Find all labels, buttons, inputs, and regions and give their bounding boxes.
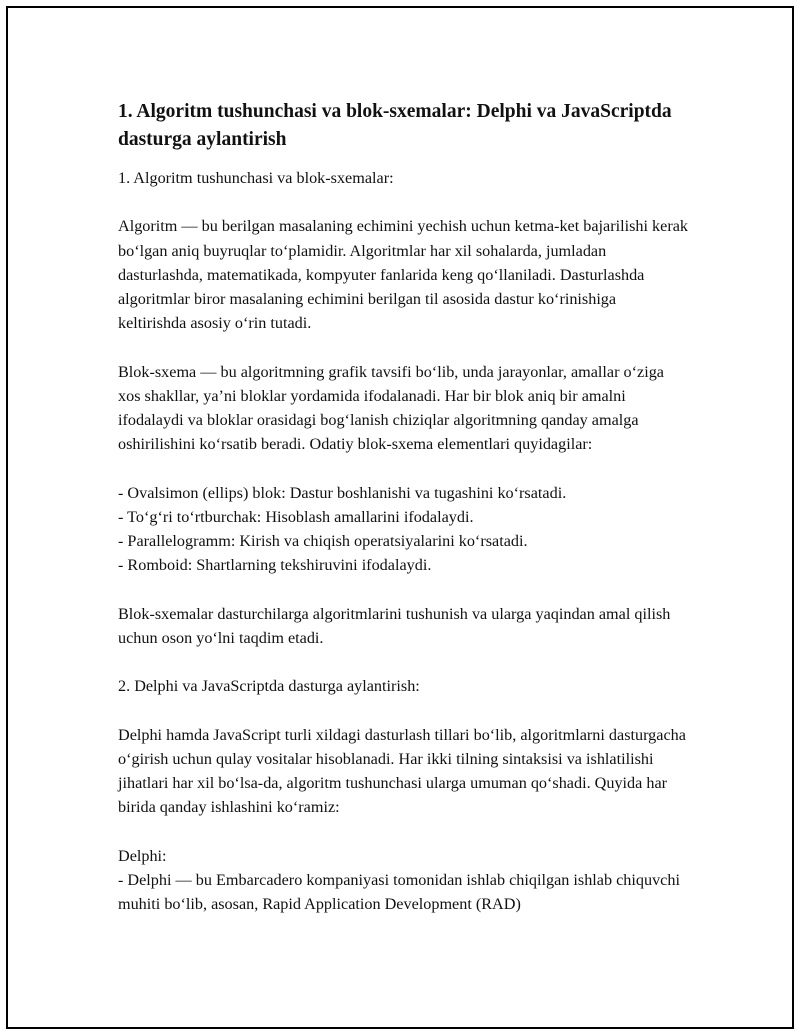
block-scheme-paragraph: Blok-sxema — bu algoritmning grafik tavsifi bo‘lib, unda jarayonlar, amallar o‘ziga xos shakllar, ya’ni bloklar yordamida ifodalanadi. Har bir blok aniq bir amalni ifodalaydi va bloklar orasidagi bog‘lanish chiziqlar algoritmning qanday amalga oshirilishini ko‘rsatib beradi. Odatiy blok-sxema elementlari quyidagilar: bbox=[118, 362, 664, 454]
list-item: - Ovalsimon (ellips) blok: Dastur boshlanishi va tugashini ko‘rsatadi. bbox=[118, 483, 567, 502]
list-item: - Romboid: Shartlarning tekshiruvini ifodalaydi. bbox=[118, 556, 432, 575]
list-item: - To‘g‘ri to‘rtburchak: Hisoblash amallarini ifodalaydi. bbox=[118, 507, 474, 526]
section2-heading: 2. Delphi va JavaScriptda dasturga aylantirish: bbox=[118, 677, 420, 696]
delphi-heading: Delphi: bbox=[118, 846, 167, 865]
document-page bbox=[6, 6, 794, 1029]
document-content bbox=[118, 98, 688, 916]
delphi-description: - Delphi — bu Embarcadero kompaniyasi tomonidan ishlab chiqilgan ishlab chiquvchi muhiti bo‘lib, asosan, Rapid Application Development (RAD) bbox=[118, 870, 680, 913]
section1-heading: 1. Algoritm tushunchasi va blok-sxemalar: bbox=[118, 169, 394, 187]
block-elements-list bbox=[118, 481, 688, 578]
algorithm-definition-paragraph: Algoritm — bu berilgan masalaning echimini yechish uchun ketma-ket bajarilishi kerak bo‘lgan aniq buyruqlar to‘plamidir. Algoritmlar har xil sohalarda, jumladan dasturlashda, matematikada, kompyuter fanlarida keng qo‘llaniladi. Dasturlashda algoritmlar biror masalaning echimini berilgan til asosida dastur ko‘rinishiga keltirishda asosiy o‘rin tutadi. bbox=[118, 217, 689, 333]
document-title: 1. Algoritm tushunchasi va blok-sxemalar: Delphi va JavaScriptda dasturga aylantirish bbox=[118, 101, 672, 150]
list-item: - Parallelogramm: Kirish va chiqish operatsiyalarini ko‘rsatadi. bbox=[118, 532, 528, 550]
languages-paragraph: Delphi hamda JavaScript turli xildagi dasturlash tillari bo‘lib, algoritmlarni dasturgacha o‘girish uchun qulay vositalar hisoblanadi. Har ikki tilning sintaksisi va ishlatilishi jihatlari har xil bo‘lsa-da, algoritm tushunchasi ularga umuman qo‘shadi. Quyida har birida qanday ishlashini ko‘ramiz: bbox=[118, 725, 686, 817]
block-scheme-benefit-paragraph: Blok-sxemalar dasturchilarga algoritmlarini tushunish va ularga yaqindan amal qilish uchun oson yo‘lni taqdim etadi. bbox=[118, 604, 671, 647]
